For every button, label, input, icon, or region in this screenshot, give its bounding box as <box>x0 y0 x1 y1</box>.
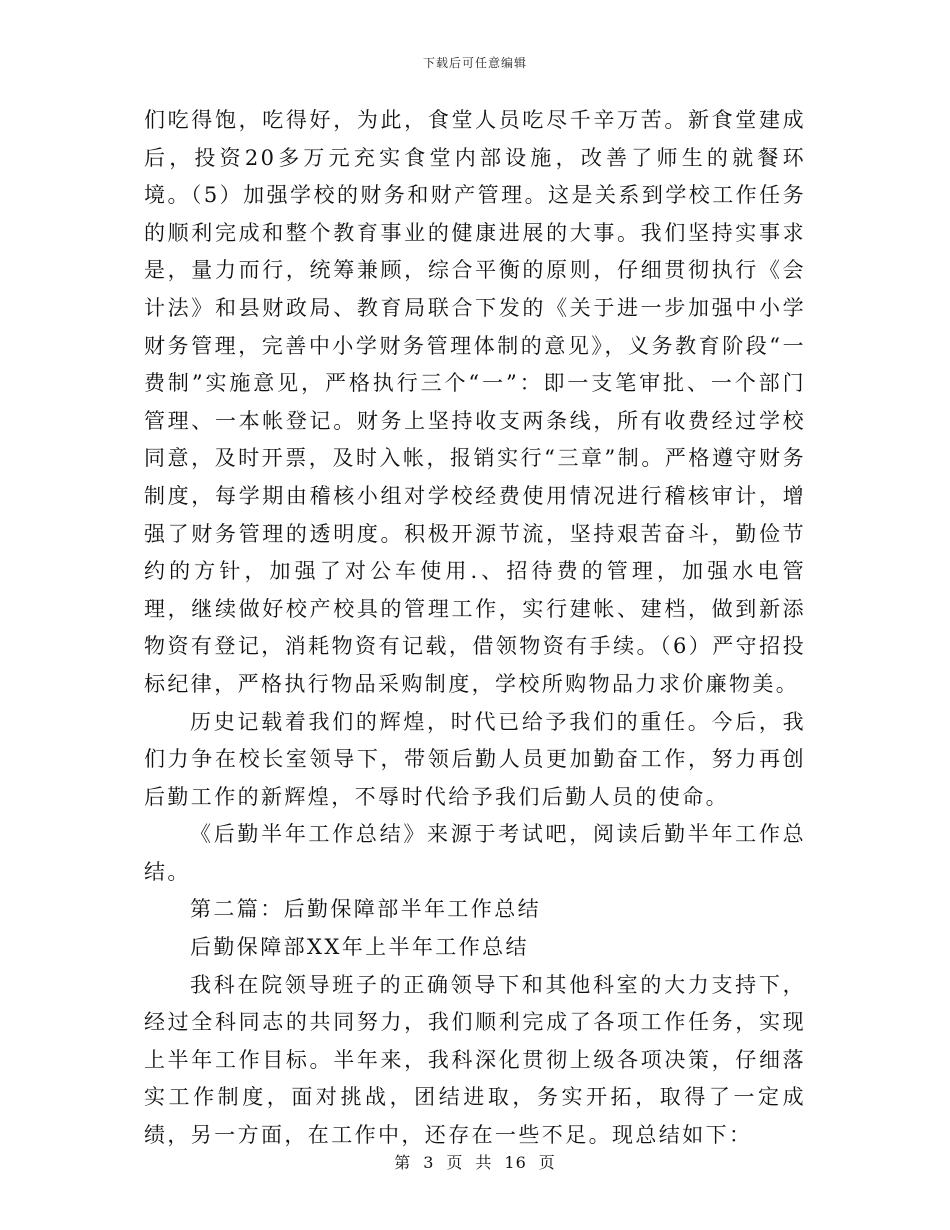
footer-total-pages: 16 <box>504 1153 527 1172</box>
section-heading: 第二篇：后勤保障部半年工作总结 <box>190 897 541 922</box>
paragraph-history: 历史记载着我们的辉煌，时代已给予我们的重任。今后，我们力争在校长室领导下，带领后勤人员更加勤奋工作，努力再创后勤工作的新辉煌，不辱时代给予我们后勤人员的使命。 <box>144 709 806 809</box>
paragraph-intro: 我科在院领导班子的正确领导下和其他科室的大力支持下，经过全科同志的共同努力，我们顺利完成了各项工作任务，实现上半年工作目标。半年来，我科深化贯彻上级各项决策，仔细落实工作制度，面对挑战，团结进取，务实开拓，取得了一定成绩，另一方面，在工作中，还存在一些不足。现总结如下： <box>144 972 806 1148</box>
footer-ye: 页 <box>446 1153 464 1172</box>
footer-gong: 共 <box>475 1153 493 1172</box>
paragraph-source-note: 《后勤半年工作总结》来源于考试吧，阅读后勤半年工作总结。 <box>144 822 806 884</box>
section-subtitle: 后勤保障部XX年上半年工作总结 <box>190 935 529 960</box>
paragraph-continuation: 们吃得饱，吃得好，为此，食堂人员吃尽千辛万苦。新食堂建成后，投资20多万元充实食堂内部设施，改善了师生的就餐环境。（5）加强学校的财务和财产管理。这是关系到学校工作任务的顺利完成和整个教育事业的健康进展的大事。我们坚持实事求是，量力而行，统筹兼顾，综合平衡的原则，仔细贯彻执行《会计法》和县财政局、教育局联合下发的《关于进一步加强中小学财务管理，完善中小学财务管理体制的意见》，义务教育阶段“一费制”实施意见，严格执行三个“一”：即一支笔审批、一个部门管理、一本帐登记。财务上坚持收支两条线，所有收费经过学校同意，及时开票，及时入帐，报销实行“三章”制。严格遵守财务制度，每学期由稽核小组对学校经费使用情况进行稽核审计，增强了财务管理的透明度。积极开源节流，坚持艰苦奋斗，勤俭节约的方针，加强了对公车使用.、招待费的管理，加强水电管理，继续做好校产校具的管理工作，实行建帐、建档，做到新添物资有登记，消耗物资有记载，借领物资有手续。（6）严守招投标纪律，严格执行物品采购制度，学校所购物品力求价廉物美。 <box>144 108 806 696</box>
footer-di: 第 <box>394 1153 412 1172</box>
page-header: 下载后可任意编辑 <box>422 56 527 70</box>
page-body <box>144 102 806 1155</box>
footer-ye-end: 页 <box>538 1153 556 1172</box>
page-footer <box>0 1150 950 1173</box>
footer-page-number: 3 <box>423 1153 435 1172</box>
